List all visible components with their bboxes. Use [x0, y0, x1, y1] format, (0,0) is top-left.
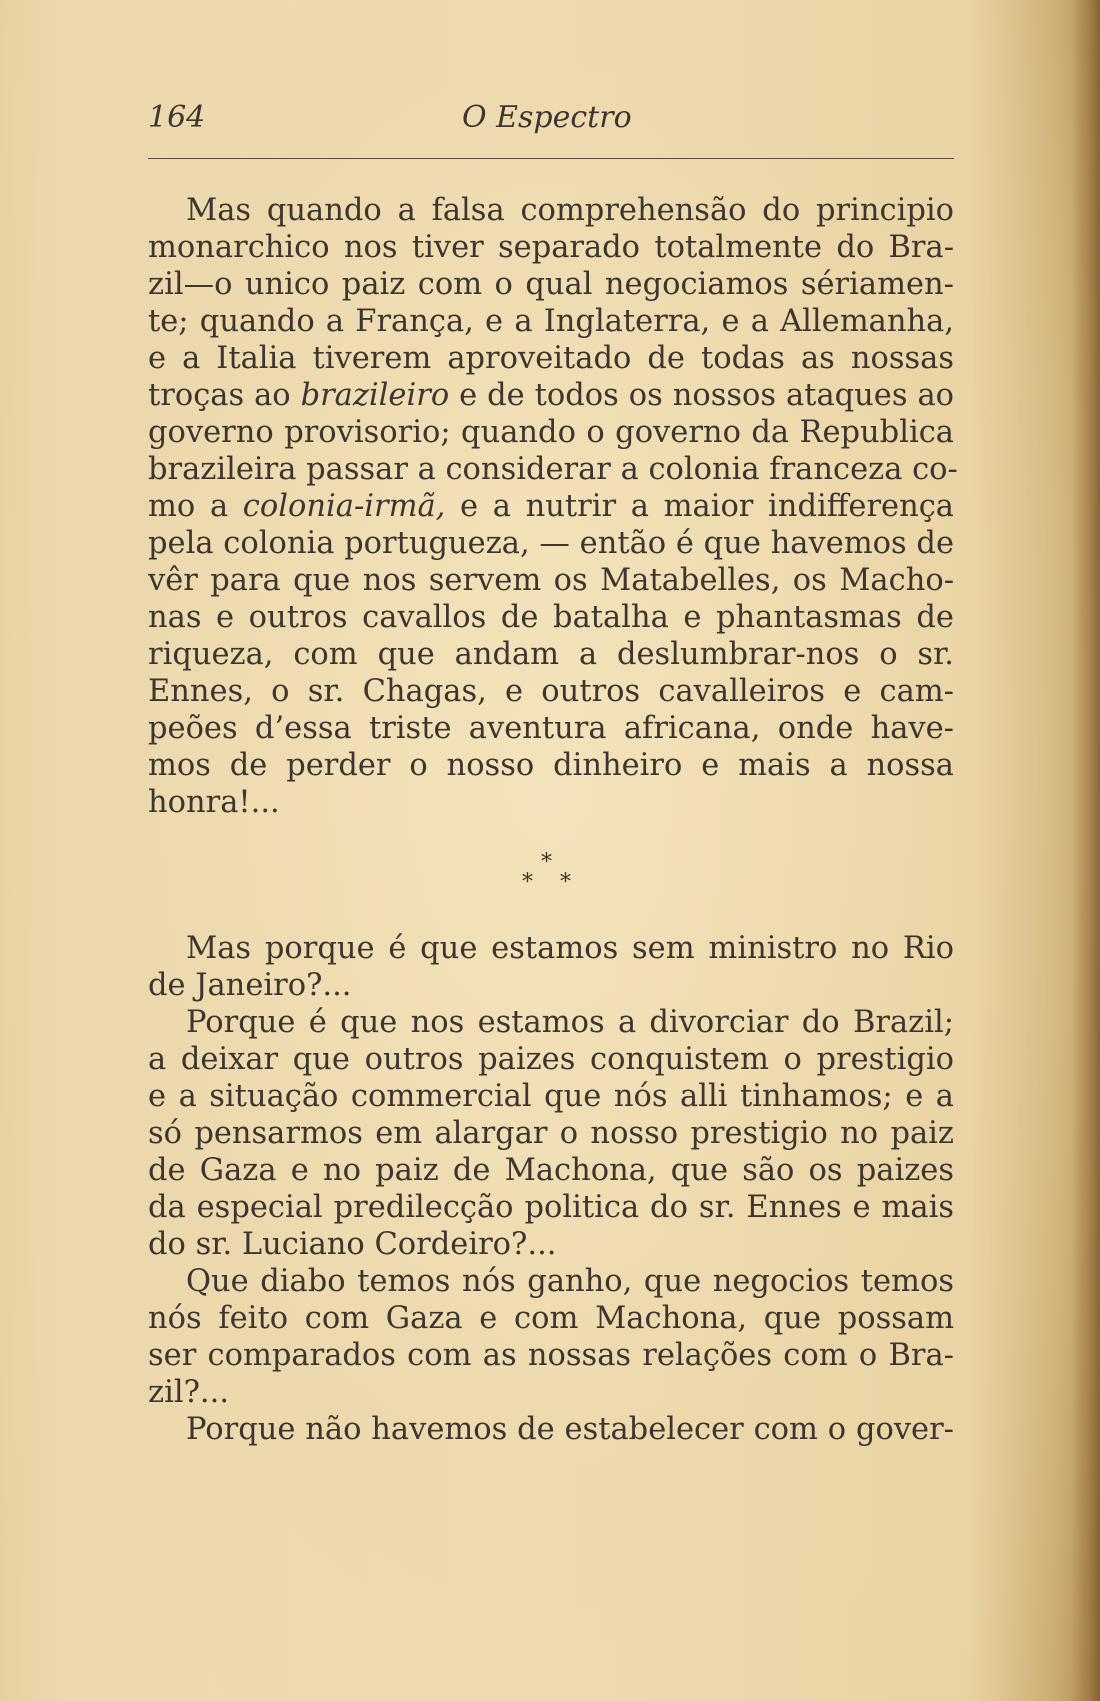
- asterisk-glyph: *: [522, 870, 533, 895]
- text-line: zil?...: [148, 1375, 230, 1410]
- paragraph-1: [148, 192, 958, 821]
- text-line: Mas quando a falsa comprehensão do principio: [186, 193, 954, 228]
- text-line: a deixar que outros paizes conquistem o prestigio: [148, 1042, 954, 1077]
- text-line: peões d’essa triste aventura africana, onde have-: [148, 711, 954, 746]
- text-line: monarchico nos tiver separado totalmente do Bra-: [148, 230, 954, 265]
- text-line: nós feito com Gaza e com Machona, que possam: [148, 1301, 954, 1336]
- text-fragment: troças ao: [148, 378, 301, 413]
- text-line: governo provisorio; quando o governo da Republica: [148, 415, 954, 450]
- text-line: Que diabo temos nós ganho, que negocios temos: [186, 1264, 954, 1299]
- text-line: Mas porque é que estamos sem ministro no Rio: [186, 931, 954, 966]
- asterisk-glyph: *: [560, 870, 571, 895]
- text-line: riqueza, com que andam a deslumbrar-nos o sr.: [148, 637, 954, 672]
- text-line: honra!...: [148, 785, 280, 820]
- running-title: O Espectro: [462, 100, 632, 135]
- running-header: [148, 100, 954, 144]
- text-line: nas e outros cavallos de batalha e phantasmas de: [148, 600, 954, 635]
- text-line: de Janeiro?...: [148, 968, 352, 1003]
- text-line: ser comparados com as nossas relações com o Bra-: [148, 1338, 954, 1373]
- page-edge-shadow: [1072, 0, 1100, 1701]
- text-line: Porque é que nos estamos a divorciar do Brazil;: [186, 1005, 954, 1040]
- text-line: do sr. Luciano Cordeiro?...: [148, 1227, 557, 1262]
- text-line: [148, 488, 954, 525]
- text-fragment: mo a: [148, 489, 243, 524]
- text-line: e a Italia tiverem aproveitado de todas as nossas: [148, 341, 954, 376]
- text-fragment: e de todos os nossos ataques ao: [449, 378, 954, 413]
- text-line: e a situação commercial que nós alli tinhamos; e a: [148, 1079, 954, 1114]
- text-line: de Gaza e no paiz de Machona, que são os paizes: [148, 1153, 954, 1188]
- text-line: zil—o unico paiz com o qual negociamos sériamen-: [148, 267, 954, 302]
- page-number: 164: [148, 100, 206, 135]
- text-fragment: e a nutrir a maior indifferença: [445, 489, 954, 524]
- asterism-separator: [510, 850, 590, 900]
- paragraph-2: [148, 930, 954, 1448]
- text-line: [148, 377, 954, 414]
- header-rule: [148, 158, 954, 159]
- text-line: da especial predilecção politica do sr. Ennes e mais: [148, 1190, 954, 1225]
- text-line: só pensarmos em alargar o nosso prestigio no paiz: [148, 1116, 954, 1151]
- italic-word: colonia-irmã,: [242, 489, 446, 524]
- text-line: vêr para que nos servem os Matabelles, os Macho-: [148, 563, 954, 598]
- text-line: brazileira passar a considerar a colonia franceza co-: [148, 452, 958, 487]
- text-line: Porque não havemos de estabelecer com o gover-: [186, 1412, 954, 1447]
- text-line: pela colonia portugueza, — então é que havemos de: [148, 526, 954, 561]
- text-line: mos de perder o nosso dinheiro e mais a nossa: [148, 748, 954, 783]
- text-line: te; quando a França, e a Inglaterra, e a Allemanha,: [148, 304, 954, 339]
- asterisk-glyph: *: [541, 850, 552, 875]
- italic-word: brazileiro: [300, 378, 450, 413]
- text-line: Ennes, o sr. Chagas, e outros cavalleiros e cam-: [148, 674, 954, 709]
